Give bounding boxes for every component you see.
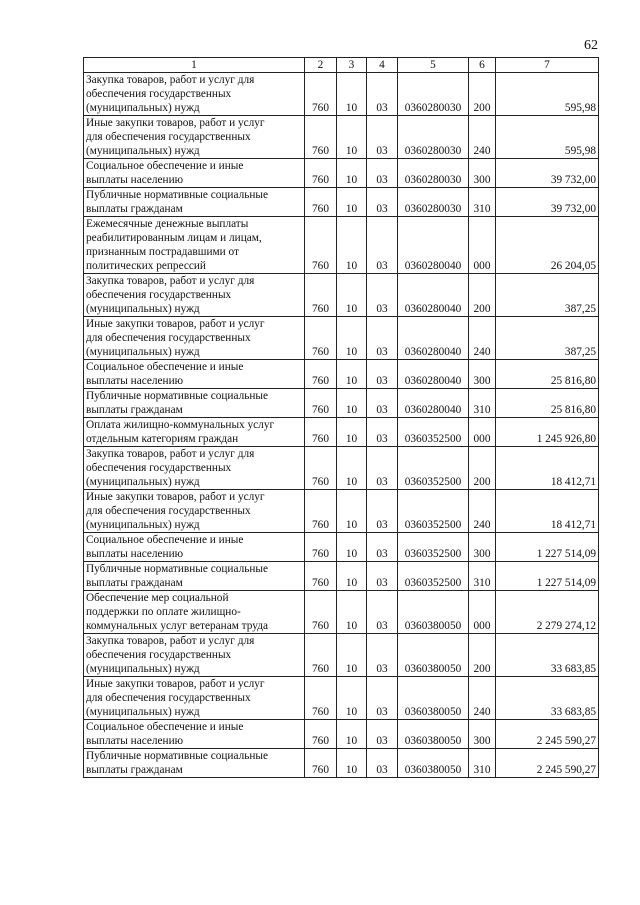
row-name-cell bbox=[84, 490, 305, 533]
target-article-cell: 0360280040 bbox=[398, 317, 469, 360]
row-name-cell bbox=[84, 317, 305, 360]
expense-type-cell: 000 bbox=[469, 418, 496, 447]
row-name-line: (муниципальных) нужд bbox=[86, 706, 200, 718]
expense-type-cell: 000 bbox=[469, 591, 496, 634]
section-code-cell: 10 bbox=[337, 217, 367, 274]
row-name-line: Закупка товаров, работ и услуг для bbox=[86, 448, 255, 460]
row-name-line: Иные закупки товаров, работ и услуг bbox=[86, 117, 265, 129]
expense-type-cell: 200 bbox=[469, 634, 496, 677]
expense-type-cell: 240 bbox=[469, 116, 496, 159]
section-code-cell: 10 bbox=[337, 188, 367, 217]
row-name-line: Публичные нормативные социальные bbox=[86, 390, 269, 402]
amount-cell: 39 732,00 bbox=[496, 188, 599, 217]
row-name-line: Публичные нормативные социальные bbox=[86, 750, 269, 762]
section-code-cell: 10 bbox=[337, 533, 367, 562]
row-name-line: признанным пострадавшими от bbox=[86, 246, 239, 258]
row-name-line: выплаты гражданам bbox=[86, 203, 183, 215]
row-name-cell bbox=[84, 720, 305, 749]
row-name-line: Оплата жилищно-коммунальных услуг bbox=[86, 419, 275, 431]
section-code-cell: 10 bbox=[337, 677, 367, 720]
admin-code-cell: 760 bbox=[305, 317, 337, 360]
expense-type-cell: 300 bbox=[469, 533, 496, 562]
table-row bbox=[84, 490, 599, 533]
table-row bbox=[84, 389, 599, 418]
amount-cell: 33 683,85 bbox=[496, 634, 599, 677]
expense-type-cell: 300 bbox=[469, 360, 496, 389]
subsection-code-cell: 03 bbox=[367, 188, 398, 217]
target-article-cell: 0360280030 bbox=[398, 188, 469, 217]
amount-cell: 1 245 926,80 bbox=[496, 418, 599, 447]
row-name-line: обеспечения государственных bbox=[86, 88, 232, 100]
amount-cell: 18 412,71 bbox=[496, 447, 599, 490]
expense-type-cell: 310 bbox=[469, 389, 496, 418]
row-name-line: Обеспечение мер социальной bbox=[86, 592, 229, 604]
amount-cell: 25 816,80 bbox=[496, 360, 599, 389]
row-name-line: (муниципальных) нужд bbox=[86, 519, 200, 531]
subsection-code-cell: 03 bbox=[367, 749, 398, 778]
admin-code-cell: 760 bbox=[305, 116, 337, 159]
target-article-cell: 0360380050 bbox=[398, 677, 469, 720]
section-code-cell: 10 bbox=[337, 116, 367, 159]
admin-code-cell: 760 bbox=[305, 73, 337, 116]
admin-code-cell: 760 bbox=[305, 217, 337, 274]
section-code-cell: 10 bbox=[337, 749, 367, 778]
section-code-cell: 10 bbox=[337, 73, 367, 116]
page-number: 62 bbox=[584, 38, 598, 53]
row-name-line: (муниципальных) нужд bbox=[86, 663, 200, 675]
row-name-line: Публичные нормативные социальные bbox=[86, 189, 269, 201]
admin-code-cell: 760 bbox=[305, 490, 337, 533]
row-name-line: выплаты гражданам bbox=[86, 404, 183, 416]
row-name-line: Публичные нормативные социальные bbox=[86, 563, 269, 575]
table-row bbox=[84, 73, 599, 116]
row-name-line: выплаты гражданам bbox=[86, 764, 183, 776]
row-name-cell bbox=[84, 677, 305, 720]
header-col-4: 4 bbox=[367, 58, 398, 73]
table-row bbox=[84, 274, 599, 317]
row-name-line: коммунальных услуг ветеранам труда bbox=[86, 620, 268, 632]
row-name-line: Закупка товаров, работ и услуг для bbox=[86, 74, 255, 86]
subsection-code-cell: 03 bbox=[367, 274, 398, 317]
amount-cell: 33 683,85 bbox=[496, 677, 599, 720]
subsection-code-cell: 03 bbox=[367, 720, 398, 749]
header-col-2: 2 bbox=[305, 58, 337, 73]
subsection-code-cell: 03 bbox=[367, 217, 398, 274]
row-name-cell bbox=[84, 73, 305, 116]
budget-table bbox=[83, 57, 599, 778]
header-col-7: 7 bbox=[496, 58, 599, 73]
row-name-cell bbox=[84, 217, 305, 274]
row-name-line: обеспечения государственных bbox=[86, 289, 232, 301]
table-header bbox=[84, 58, 599, 73]
target-article-cell: 0360280030 bbox=[398, 159, 469, 188]
row-name-line: выплаты населению bbox=[86, 375, 184, 387]
amount-cell: 25 816,80 bbox=[496, 389, 599, 418]
expense-type-cell: 240 bbox=[469, 490, 496, 533]
subsection-code-cell: 03 bbox=[367, 418, 398, 447]
row-name-cell bbox=[84, 188, 305, 217]
admin-code-cell: 760 bbox=[305, 562, 337, 591]
header-col-1: 1 bbox=[84, 58, 305, 73]
subsection-code-cell: 03 bbox=[367, 591, 398, 634]
subsection-code-cell: 03 bbox=[367, 562, 398, 591]
header-col-5: 5 bbox=[398, 58, 469, 73]
expense-type-cell: 310 bbox=[469, 749, 496, 778]
section-code-cell: 10 bbox=[337, 447, 367, 490]
section-code-cell: 10 bbox=[337, 562, 367, 591]
amount-cell: 387,25 bbox=[496, 274, 599, 317]
expense-type-cell: 310 bbox=[469, 188, 496, 217]
subsection-code-cell: 03 bbox=[367, 389, 398, 418]
target-article-cell: 0360280030 bbox=[398, 116, 469, 159]
target-article-cell: 0360352500 bbox=[398, 447, 469, 490]
row-name-line: выплаты населению bbox=[86, 735, 184, 747]
row-name-cell bbox=[84, 389, 305, 418]
row-name-line: Социальное обеспечение и иные bbox=[86, 361, 244, 373]
target-article-cell: 0360380050 bbox=[398, 720, 469, 749]
row-name-line: обеспечения государственных bbox=[86, 649, 232, 661]
admin-code-cell: 760 bbox=[305, 188, 337, 217]
admin-code-cell: 760 bbox=[305, 447, 337, 490]
row-name-line: для обеспечения государственных bbox=[86, 131, 251, 143]
target-article-cell: 0360352500 bbox=[398, 490, 469, 533]
admin-code-cell: 760 bbox=[305, 389, 337, 418]
row-name-line: выплаты населению bbox=[86, 174, 184, 186]
admin-code-cell: 760 bbox=[305, 418, 337, 447]
header-row bbox=[84, 58, 599, 73]
table-row bbox=[84, 720, 599, 749]
amount-cell: 387,25 bbox=[496, 317, 599, 360]
row-name-line: Иные закупки товаров, работ и услуг bbox=[86, 318, 265, 330]
row-name-line: Социальное обеспечение и иные bbox=[86, 160, 244, 172]
table-row bbox=[84, 749, 599, 778]
subsection-code-cell: 03 bbox=[367, 447, 398, 490]
row-name-line: выплаты населению bbox=[86, 548, 184, 560]
row-name-line: (муниципальных) нужд bbox=[86, 476, 200, 488]
admin-code-cell: 760 bbox=[305, 360, 337, 389]
row-name-cell bbox=[84, 159, 305, 188]
target-article-cell: 0360380050 bbox=[398, 749, 469, 778]
row-name-line: реабилитированным лицам и лицам, bbox=[86, 232, 262, 244]
target-article-cell: 0360352500 bbox=[398, 562, 469, 591]
row-name-cell bbox=[84, 749, 305, 778]
subsection-code-cell: 03 bbox=[367, 317, 398, 360]
table-row bbox=[84, 591, 599, 634]
subsection-code-cell: 03 bbox=[367, 73, 398, 116]
section-code-cell: 10 bbox=[337, 591, 367, 634]
table-row bbox=[84, 360, 599, 389]
target-article-cell: 0360380050 bbox=[398, 591, 469, 634]
row-name-line: отдельным категориям граждан bbox=[86, 433, 239, 445]
subsection-code-cell: 03 bbox=[367, 159, 398, 188]
row-name-cell bbox=[84, 274, 305, 317]
row-name-cell bbox=[84, 634, 305, 677]
expense-type-cell: 240 bbox=[469, 317, 496, 360]
admin-code-cell: 760 bbox=[305, 677, 337, 720]
target-article-cell: 0360280040 bbox=[398, 274, 469, 317]
section-code-cell: 10 bbox=[337, 720, 367, 749]
subsection-code-cell: 03 bbox=[367, 634, 398, 677]
subsection-code-cell: 03 bbox=[367, 677, 398, 720]
subsection-code-cell: 03 bbox=[367, 533, 398, 562]
section-code-cell: 10 bbox=[337, 490, 367, 533]
header-col-6: 6 bbox=[469, 58, 496, 73]
table-row bbox=[84, 217, 599, 274]
row-name-line: Иные закупки товаров, работ и услуг bbox=[86, 491, 265, 503]
row-name-line: Социальное обеспечение и иные bbox=[86, 721, 244, 733]
admin-code-cell: 760 bbox=[305, 274, 337, 317]
row-name-cell bbox=[84, 360, 305, 389]
row-name-line: (муниципальных) нужд bbox=[86, 145, 200, 157]
amount-cell: 595,98 bbox=[496, 116, 599, 159]
table-row bbox=[84, 533, 599, 562]
amount-cell: 2 279 274,12 bbox=[496, 591, 599, 634]
expense-type-cell: 300 bbox=[469, 159, 496, 188]
admin-code-cell: 760 bbox=[305, 533, 337, 562]
table-row bbox=[84, 447, 599, 490]
row-name-line: для обеспечения государственных bbox=[86, 505, 251, 517]
row-name-line: Социальное обеспечение и иные bbox=[86, 534, 244, 546]
row-name-line: выплаты гражданам bbox=[86, 577, 183, 589]
row-name-line: для обеспечения государственных bbox=[86, 692, 251, 704]
target-article-cell: 0360280030 bbox=[398, 73, 469, 116]
expense-type-cell: 300 bbox=[469, 720, 496, 749]
table-row bbox=[84, 634, 599, 677]
table-row bbox=[84, 116, 599, 159]
target-article-cell: 0360352500 bbox=[398, 533, 469, 562]
row-name-line: Закупка товаров, работ и услуг для bbox=[86, 635, 255, 647]
target-article-cell: 0360380050 bbox=[398, 634, 469, 677]
subsection-code-cell: 03 bbox=[367, 490, 398, 533]
table-row bbox=[84, 562, 599, 591]
subsection-code-cell: 03 bbox=[367, 116, 398, 159]
row-name-line: Иные закупки товаров, работ и услуг bbox=[86, 678, 265, 690]
admin-code-cell: 760 bbox=[305, 591, 337, 634]
target-article-cell: 0360280040 bbox=[398, 217, 469, 274]
amount-cell: 2 245 590,27 bbox=[496, 749, 599, 778]
table-row bbox=[84, 159, 599, 188]
section-code-cell: 10 bbox=[337, 389, 367, 418]
row-name-cell bbox=[84, 116, 305, 159]
table-row bbox=[84, 418, 599, 447]
section-code-cell: 10 bbox=[337, 274, 367, 317]
expense-type-cell: 200 bbox=[469, 447, 496, 490]
expense-type-cell: 200 bbox=[469, 274, 496, 317]
table-row bbox=[84, 317, 599, 360]
amount-cell: 595,98 bbox=[496, 73, 599, 116]
expense-type-cell: 240 bbox=[469, 677, 496, 720]
expense-type-cell: 310 bbox=[469, 562, 496, 591]
admin-code-cell: 760 bbox=[305, 749, 337, 778]
target-article-cell: 0360280040 bbox=[398, 360, 469, 389]
amount-cell: 39 732,00 bbox=[496, 159, 599, 188]
section-code-cell: 10 bbox=[337, 418, 367, 447]
target-article-cell: 0360280040 bbox=[398, 389, 469, 418]
amount-cell: 1 227 514,09 bbox=[496, 562, 599, 591]
row-name-cell bbox=[84, 562, 305, 591]
amount-cell: 2 245 590,27 bbox=[496, 720, 599, 749]
admin-code-cell: 760 bbox=[305, 720, 337, 749]
row-name-line: политических репрессий bbox=[86, 260, 206, 272]
row-name-cell bbox=[84, 418, 305, 447]
section-code-cell: 10 bbox=[337, 317, 367, 360]
row-name-line: Закупка товаров, работ и услуг для bbox=[86, 275, 255, 287]
row-name-line: (муниципальных) нужд bbox=[86, 102, 200, 114]
row-name-line: обеспечения государственных bbox=[86, 462, 232, 474]
amount-cell: 26 204,05 bbox=[496, 217, 599, 274]
section-code-cell: 10 bbox=[337, 159, 367, 188]
table-row bbox=[84, 677, 599, 720]
row-name-line: (муниципальных) нужд bbox=[86, 346, 200, 358]
row-name-cell bbox=[84, 447, 305, 490]
header-col-3: 3 bbox=[337, 58, 367, 73]
admin-code-cell: 760 bbox=[305, 634, 337, 677]
row-name-line: для обеспечения государственных bbox=[86, 332, 251, 344]
target-article-cell: 0360352500 bbox=[398, 418, 469, 447]
section-code-cell: 10 bbox=[337, 360, 367, 389]
row-name-cell bbox=[84, 591, 305, 634]
admin-code-cell: 760 bbox=[305, 159, 337, 188]
row-name-line: Ежемесячные денежные выплаты bbox=[86, 218, 249, 230]
amount-cell: 1 227 514,09 bbox=[496, 533, 599, 562]
row-name-line: (муниципальных) нужд bbox=[86, 303, 200, 315]
row-name-line: поддержки по оплате жилищно- bbox=[86, 606, 241, 618]
table-body bbox=[84, 73, 599, 778]
section-code-cell: 10 bbox=[337, 634, 367, 677]
amount-cell: 18 412,71 bbox=[496, 490, 599, 533]
table-row bbox=[84, 188, 599, 217]
row-name-cell bbox=[84, 533, 305, 562]
subsection-code-cell: 03 bbox=[367, 360, 398, 389]
expense-type-cell: 000 bbox=[469, 217, 496, 274]
expense-type-cell: 200 bbox=[469, 73, 496, 116]
